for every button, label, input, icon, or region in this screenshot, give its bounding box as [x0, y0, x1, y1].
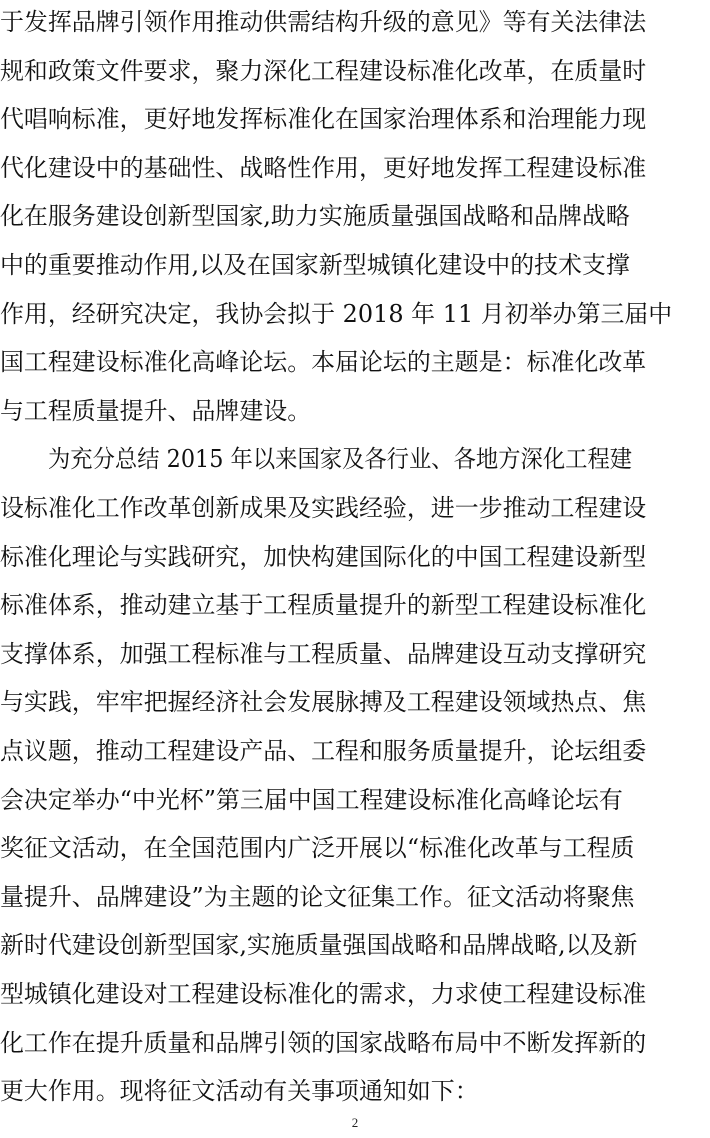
paragraph-line: 奖征文活动，在全国范围内广泛开展以“标准化改革与工程质 — [0, 834, 635, 863]
paragraph-line: 设标准化工作改革创新成果及实践经验，进一步推动工程建设 — [0, 494, 647, 522]
paragraph-line: 代唱响标准，更好地发挥标准化在国家治理体系和治理能力现 — [0, 105, 647, 134]
paragraph-line: 点议题，推动工程建设产品、工程和服务质量提升，论坛组委 — [0, 737, 647, 765]
paragraph-line: 与实践，牢牢把握经济社会发展脉搏及工程建设领域热点、焦 — [0, 688, 647, 717]
paragraph-line: 作用，经研究决定，我协会拟于 2018 年 11 月初举办第三届中 — [0, 299, 673, 328]
paragraph-line: 标准化理论与实践研究，加快构建国际化的中国工程建设新型 — [0, 542, 647, 571]
paragraph-line: 与工程质量提升、品牌建设。 — [0, 396, 312, 425]
page-number: 2 — [351, 1115, 359, 1130]
paragraph-line: 中的重要推动作用,以及在国家新型城镇化建设中的技术支撑 — [0, 251, 630, 279]
paragraph-line: 量提升、品牌建设”为主题的论文征集工作。征文活动将聚焦 — [0, 882, 635, 911]
paragraph-line: 型城镇化建设对工程建设标准化的需求，力求使工程建设标准 — [0, 980, 647, 1008]
paragraph-line: 国工程建设标准化高峰论坛。本届论坛的主题是：标准化改革 — [0, 348, 647, 377]
paragraph-line: 新时代建设创新型国家,实施质量强国战略和品牌战略,以及新 — [0, 931, 638, 960]
paragraph-line: 规和政策文件要求，聚力深化工程建设标准化改革，在质量时 — [0, 56, 647, 85]
paragraph-line: 于发挥品牌引领作用推动供需结构升级的意见》等有关法律法 — [0, 8, 647, 36]
paragraph-line: 化工作在提升质量和品牌引领的国家战略布局中不断发挥新的 — [0, 1028, 647, 1057]
paragraph-line: 会决定举办“中光杯”第三届中国工程建设标准化高峰论坛有 — [0, 785, 623, 814]
paragraph-line: 更大作用。现将征文活动有关事项通知如下： — [0, 1077, 479, 1106]
paragraph-line: 标准体系，推动建立基于工程质量提升的新型工程建设标准化 — [0, 591, 647, 620]
paragraph-line: 代化建设中的基础性、战略性作用，更好地发挥工程建设标准 — [0, 153, 647, 182]
paragraph-line: 化在服务建设创新型国家,助力实施质量强国战略和品牌战略 — [0, 202, 630, 231]
paragraph-line: 为充分总结 2015 年以来国家及各行业、各地方深化工程建 — [48, 445, 633, 474]
paragraph-line: 支撑体系，加强工程标准与工程质量、品牌建设互动支撑研究 — [0, 639, 647, 668]
